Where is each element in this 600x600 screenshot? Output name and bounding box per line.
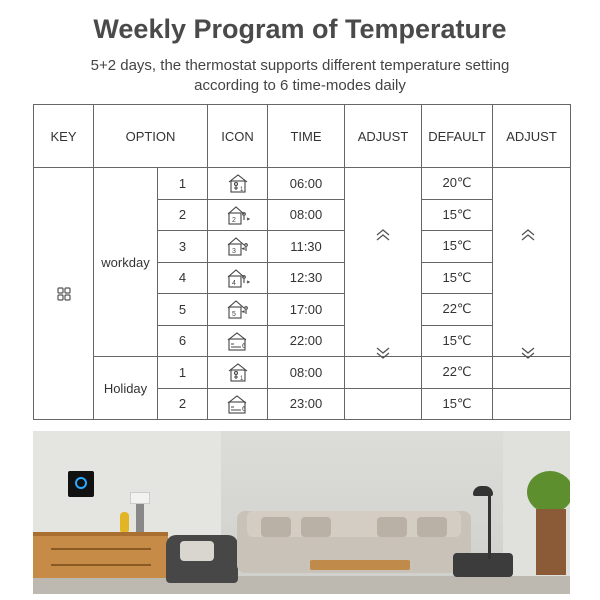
chevron-down-icon[interactable] [374,346,392,363]
home-wake-icon [226,362,250,382]
default-temp: 22℃ [422,294,493,326]
header-adjust: ADJUST [345,105,422,168]
header-adjust-2: ADJUST [493,105,571,168]
default-temp: 15℃ [422,262,493,294]
svg-text:5: 5 [231,311,236,319]
mode-icon-cell [208,357,268,389]
wooden-cabinet [33,532,168,578]
time-value: 23:00 [268,388,345,420]
time-value: 08:00 [268,357,345,389]
header-default: DEFAULT [422,105,493,168]
weekly-program-table [33,104,571,420]
mode-icon-cell [208,231,268,263]
adjust-time-cell [345,388,422,420]
page-subtitle [0,56,600,96]
time-value: 11:30 [268,231,345,263]
mode-icon-cell [208,388,268,420]
header-icon: ICON [208,105,268,168]
header-option: OPTION [94,105,208,168]
table-lamp [130,492,150,504]
holiday-label: Holiday [94,357,158,420]
return-home-icon [226,236,250,256]
default-temp: 20℃ [422,168,493,200]
leave-home-icon [226,205,250,225]
mode-icon-cell [208,325,268,357]
mode-icon-cell [208,262,268,294]
svg-text:6: 6 [241,342,246,350]
living-room-photo [33,431,570,594]
row-number: 6 [158,325,208,357]
mode-icon-cell [208,199,268,231]
default-temp: 15℃ [422,231,493,263]
time-value: 06:00 [268,168,345,200]
sleep-icon [226,394,250,414]
adjust-time-cell [345,168,422,357]
header-time: TIME [268,105,345,168]
subtitle-line-1: 5+2 days, the thermostat supports different temperature setting [90,57,510,74]
time-value: 08:00 [268,199,345,231]
table-lamp-base [136,504,144,532]
default-temp: 22℃ [422,357,493,389]
plant-pot [536,509,566,575]
key-cell [34,168,94,420]
ottoman [453,553,513,577]
adjust-temp-cell [493,388,571,420]
yellow-vase [120,512,129,532]
row-number: 2 [158,388,208,420]
chevron-up-icon[interactable] [374,228,392,245]
plant [527,471,570,513]
default-temp: 15℃ [422,199,493,231]
table-header-row [34,105,571,168]
table-row [34,168,571,200]
svg-text:2: 2 [231,216,236,224]
chevron-down-icon[interactable] [519,346,537,363]
row-number: 1 [158,168,208,200]
home-wake-icon [226,173,250,193]
sleep-icon [226,331,250,351]
row-number: 2 [158,199,208,231]
row-number: 1 [158,357,208,389]
row-number: 3 [158,231,208,263]
svg-text:3: 3 [231,248,236,256]
time-value: 22:00 [268,325,345,357]
subtitle-line-2: according to 6 time-modes daily [194,77,406,94]
time-value: 17:00 [268,294,345,326]
workday-label: workday [94,168,158,357]
return-home-icon [226,299,250,319]
svg-text:1: 1 [239,187,243,194]
coffee-table [310,560,410,570]
svg-text:1: 1 [239,376,243,383]
chevron-up-icon[interactable] [519,228,537,245]
leave-home-icon [226,268,250,288]
thermostat-device [68,471,94,497]
floor-lamp [488,489,491,559]
default-temp: 15℃ [422,388,493,420]
page-title: Weekly Program of Temperature [93,14,507,44]
svg-text:4: 4 [231,279,236,287]
table-row [34,357,571,389]
mode-icon-cell [208,294,268,326]
adjust-temp-cell [493,168,571,357]
grid-menu-icon [52,284,76,304]
mode-icon-cell [208,168,268,200]
header-key: KEY [34,105,94,168]
time-value: 12:30 [268,262,345,294]
floor [33,576,570,594]
svg-text:6: 6 [241,405,246,413]
row-number: 5 [158,294,208,326]
default-temp: 15℃ [422,325,493,357]
row-number: 4 [158,262,208,294]
armchair [166,535,238,583]
